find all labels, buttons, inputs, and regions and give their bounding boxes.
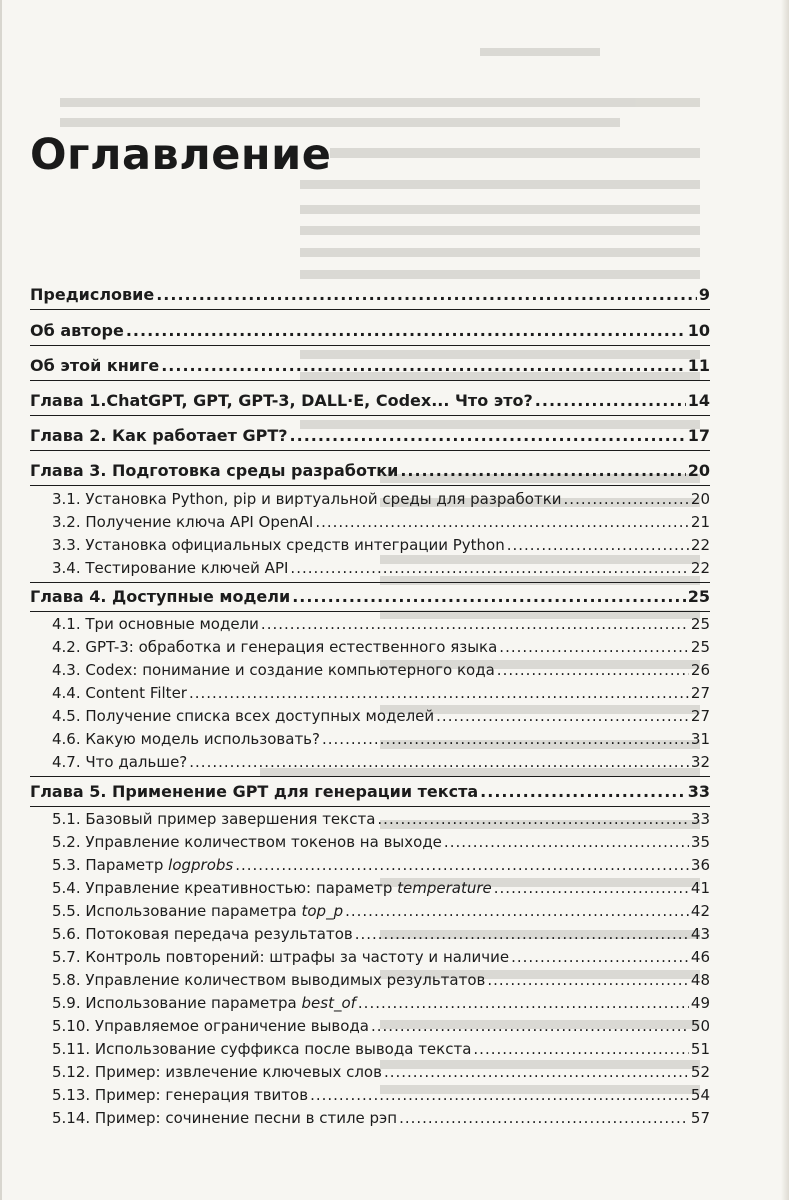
toc-section-entry [52, 991, 710, 1015]
toc-entry-label: Об этой книге [30, 356, 160, 375]
toc-leader-dots [473, 1037, 689, 1061]
bleed-line [330, 148, 700, 158]
toc-leader-dots [345, 899, 689, 923]
toc-section-entry [52, 533, 710, 557]
page-left-edge [0, 0, 2, 1200]
toc-page-number: 32 [690, 753, 710, 771]
toc-page-number: 50 [690, 1017, 710, 1035]
toc-section-entry [52, 853, 710, 877]
toc-leader-dots [290, 424, 686, 448]
bleed-line [300, 270, 700, 279]
toc-leader-dots [371, 1014, 689, 1038]
toc-chapter-entry [30, 354, 710, 378]
toc-entry-label: 5.5. Использование параметра top_p [52, 902, 344, 920]
toc-leader-dots [507, 533, 689, 557]
toc-page-number: 42 [690, 902, 710, 920]
toc-divider [30, 485, 710, 486]
toc-section-entry [52, 704, 710, 728]
toc-entry-label: 4.2. GPT-3: обработка и генерация естественного языка [52, 638, 498, 656]
toc-entry-label: 5.3. Параметр logprobs [52, 856, 234, 874]
toc-entry-label: 4.5. Получение списка всех доступных моделей [52, 707, 435, 725]
toc-leader-dots [355, 922, 689, 946]
toc-leader-dots [189, 750, 689, 774]
toc-entry-label: 5.2. Управление количеством токенов на выходе [52, 833, 442, 851]
bleed-line [300, 205, 700, 214]
toc-page-number: 41 [690, 879, 710, 897]
toc-entry-label: 4.6. Какую модель использовать? [52, 730, 320, 748]
toc-page-number: 9 [698, 285, 710, 304]
toc-divider [30, 450, 710, 451]
toc-leader-dots [444, 830, 689, 854]
page-right-shadow [781, 0, 789, 1200]
toc-entry-label: 5.8. Управление количеством выводимых результатов [52, 971, 486, 989]
toc-page-number: 10 [687, 321, 710, 340]
toc-section-entry [52, 1037, 710, 1061]
toc-leader-dots [292, 585, 686, 609]
toc-leader-dots [377, 807, 689, 831]
toc-leader-dots [322, 727, 689, 751]
toc-leader-dots [310, 1083, 689, 1107]
toc-entry-label: 5.10. Управляемое ограничение вывода [52, 1017, 369, 1035]
toc-leader-dots [535, 389, 686, 413]
toc-entry-label: 3.4. Тестирование ключей API [52, 559, 289, 577]
toc-leader-dots [156, 283, 697, 307]
toc-leader-dots [161, 354, 686, 378]
toc-entry-label: 5.7. Контроль повторений: штрафы за частоту и наличие [52, 948, 510, 966]
toc-leader-dots [499, 635, 689, 659]
toc-entry-label: Глава 2. Как работает GPT? [30, 426, 288, 445]
toc-page-number: 22 [690, 536, 710, 554]
toc-entry-label: 5.13. Пример: генерация твитов [52, 1086, 309, 1104]
toc-leader-dots [126, 319, 686, 343]
toc-leader-dots [290, 556, 688, 580]
toc-leader-dots [189, 681, 689, 705]
toc-page-number: 46 [690, 948, 710, 966]
toc-section-entry [52, 658, 710, 682]
toc-divider [30, 380, 710, 381]
toc-page-number: 14 [687, 391, 710, 410]
toc-entry-label: 4.1. Три основные модели [52, 615, 259, 633]
toc-leader-dots [511, 945, 689, 969]
toc-chapter-entry [30, 283, 710, 307]
toc-chapter-entry [30, 459, 710, 483]
toc-leader-dots [487, 968, 689, 992]
bleed-line [300, 180, 700, 189]
toc-page-number: 52 [690, 1063, 710, 1081]
toc-section-entry [52, 876, 710, 900]
toc-entry-label: 3.3. Установка официальных средств интеграции Python [52, 536, 505, 554]
toc-leader-dots [315, 510, 689, 534]
toc-entry-label: 5.6. Потоковая передача результатов [52, 925, 353, 943]
toc-page-number: 33 [690, 810, 710, 828]
toc-section-entry [52, 922, 710, 946]
toc-entry-label: Глава 5. Применение GPT для генерации текста [30, 782, 479, 801]
toc-chapter-entry [30, 585, 710, 609]
toc-entry-label: 5.4. Управление креативностью: параметр temperature [52, 879, 492, 897]
bleed-line [300, 248, 700, 257]
toc-section-entry [52, 945, 710, 969]
toc-page-number: 35 [690, 833, 710, 851]
toc-entry-label: 3.1. Установка Python, pip и виртуальной среды для разработки [52, 490, 562, 508]
toc-page-number: 17 [687, 426, 710, 445]
toc-leader-dots [399, 1106, 689, 1130]
toc-page-number: 48 [690, 971, 710, 989]
toc-leader-dots [261, 612, 689, 636]
toc-leader-dots [384, 1060, 689, 1084]
toc-chapter-entry [30, 389, 710, 413]
toc-section-entry [52, 1083, 710, 1107]
toc-section-entry [52, 830, 710, 854]
toc-chapter-entry [30, 424, 710, 448]
page-title: Оглавление [30, 130, 332, 180]
toc-entry-label: 5.14. Пример: сочинение песни в стиле рэп [52, 1109, 398, 1127]
toc-page-number: 21 [690, 513, 710, 531]
toc-section-entry [52, 1060, 710, 1084]
toc-section-entry [52, 750, 710, 774]
toc-page-number: 22 [690, 559, 710, 577]
toc-page-number: 11 [687, 356, 710, 375]
toc-leader-dots [400, 459, 685, 483]
toc-section-entry [52, 556, 710, 580]
toc-chapter-entry [30, 780, 710, 804]
toc-entry-label: 4.7. Что дальше? [52, 753, 188, 771]
toc-section-entry [52, 1014, 710, 1038]
toc-entry-label: 5.1. Базовый пример завершения текста [52, 810, 376, 828]
toc-page-number: 25 [690, 638, 710, 656]
toc-entry-label: Глава 3. Подготовка среды разработки [30, 461, 399, 480]
toc-page-number: 20 [690, 490, 710, 508]
toc-page-number: 25 [690, 615, 710, 633]
toc-section-entry [52, 807, 710, 831]
toc-entry-label: Предисловие [30, 285, 155, 304]
toc-entry-label: Глава 4. Доступные модели [30, 587, 291, 606]
toc-page-number: 27 [690, 684, 710, 702]
toc-leader-dots [497, 658, 689, 682]
toc-section-entry [52, 487, 710, 511]
toc-leader-dots [564, 487, 689, 511]
toc-divider [30, 582, 710, 583]
toc-page-number: 31 [690, 730, 710, 748]
toc-page-number: 57 [690, 1109, 710, 1127]
toc-entry-label: Об авторе [30, 321, 124, 340]
toc-page-number: 49 [690, 994, 710, 1012]
toc-leader-dots [480, 780, 686, 804]
toc-divider [30, 345, 710, 346]
toc-entry-label: 5.12. Пример: извлечение ключевых слов [52, 1063, 382, 1081]
toc-page-number: 20 [687, 461, 710, 480]
toc-entry-label: 4.4. Content Filter [52, 684, 187, 702]
bleed-line [480, 48, 600, 56]
toc-page-number: 25 [687, 587, 710, 606]
toc-section-entry [52, 727, 710, 751]
toc-section-entry [52, 681, 710, 705]
toc-chapter-entry [30, 319, 710, 343]
toc-divider [30, 309, 710, 310]
toc-page-number: 27 [690, 707, 710, 725]
toc-entry-label: 5.9. Использование параметра best_of [52, 994, 356, 1012]
toc-entry-label: 3.2. Получение ключа API OpenAI [52, 513, 314, 531]
toc-section-entry [52, 1106, 710, 1130]
toc-leader-dots [494, 876, 689, 900]
toc-entry-label: 4.3. Codex: понимание и создание компьютерного кода [52, 661, 495, 679]
toc-section-entry [52, 612, 710, 636]
toc-section-entry [52, 635, 710, 659]
toc-page-number: 26 [690, 661, 710, 679]
toc-section-entry [52, 899, 710, 923]
toc-page-number: 33 [687, 782, 710, 801]
toc-page-number: 51 [690, 1040, 710, 1058]
toc-leader-dots [358, 991, 689, 1015]
bleed-line [60, 118, 620, 127]
toc-divider [30, 415, 710, 416]
toc-entry-label: Глава 1.ChatGPT, GPT, GPT-3, DALL·E, Codex... Что это? [30, 391, 533, 410]
toc-section-entry [52, 510, 710, 534]
toc-section-entry [52, 968, 710, 992]
toc-page-number: 43 [690, 925, 710, 943]
toc-leader-dots [235, 853, 689, 877]
toc-leader-dots [436, 704, 689, 728]
bleed-line [300, 226, 700, 235]
bleed-line [60, 98, 700, 107]
toc-page-number: 36 [690, 856, 710, 874]
toc-divider [30, 776, 710, 777]
toc-entry-label: 5.11. Использование суффикса после вывода текста [52, 1040, 472, 1058]
toc-page-number: 54 [690, 1086, 710, 1104]
